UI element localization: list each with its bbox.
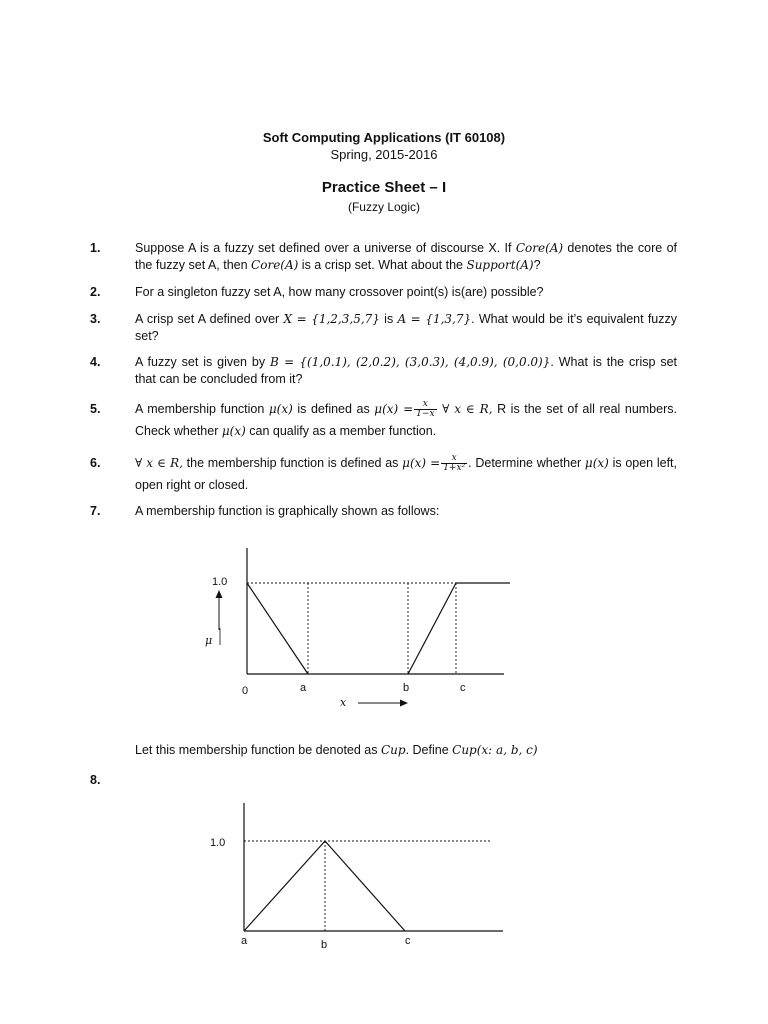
question-text: ∀ x ∈ R, the membership function is defined as μ(x) = $\frac{x}{\text{1+x²}}$ . Determine whether μ(x) is open left, open right or closed. — [135, 453, 677, 492]
question-number: 1. — [90, 241, 101, 255]
question-number: 8. — [90, 773, 101, 787]
question-text: A crisp set A defined over X = {1,2,3,5,7} is A = {1,3,7}. What would be it’s equivalent fuzzy set? — [135, 312, 677, 343]
tick-label: b — [321, 939, 328, 951]
question-number: 6. — [90, 456, 101, 470]
question-text: Let this membership function be denoted as Cup. Define Cup(x: a, b, c) — [135, 743, 538, 757]
sheet-title: Practice Sheet – I — [321, 179, 447, 196]
question-number: 2. — [90, 285, 101, 299]
mu-label: μ — [205, 634, 213, 647]
y-value-label: 1.0 — [212, 576, 228, 588]
axes — [244, 803, 503, 931]
question-text: A fuzzy set is given by B = {(1,0.1), (2,0.2), (3,0.3), (4,0.9), (0,0.0)}. What is the crisp set that can be concluded from it? — [135, 355, 677, 386]
tick-label: b — [403, 682, 410, 694]
y-value-label: 1.0 — [210, 837, 226, 849]
tick-label: c — [405, 935, 411, 947]
dashed-guides — [244, 841, 492, 931]
topic: (Fuzzy Logic) — [347, 200, 421, 214]
membership-curve — [244, 841, 405, 931]
question-number: 3. — [90, 312, 101, 326]
question-number: 7. — [90, 504, 101, 518]
course-title: Soft Computing Applications (IT 60108) — [262, 130, 506, 145]
question-text: A membership function is graphically shown as follows: — [135, 504, 440, 518]
question-number: 5. — [90, 402, 101, 416]
x-axis-label: x — [340, 696, 347, 709]
question-text: For a singleton fuzzy set A, how many crossover point(s) is(are) possible? — [135, 285, 544, 299]
tick-label: 0 — [242, 685, 249, 697]
tick-label: c — [460, 682, 466, 694]
question-text: A membership function μ(x) is defined as μ(x) = $\frac{x}{1-x}$ ∀ x ∈ R, R is the set of all real numbers. Check whether μ(x) can qualify as a member function. — [135, 399, 677, 438]
term: Spring, 2015-2016 — [330, 147, 438, 162]
question-text: Suppose A is a fuzzy set defined over a universe of discourse X. If Core(A) denotes the core of the fuzzy set A, then Core(A) is a crisp set. What about the Support(A)? — [135, 241, 677, 272]
question-number: 4. — [90, 355, 101, 369]
tick-label: a — [241, 935, 248, 947]
tick-label: a — [300, 682, 307, 694]
